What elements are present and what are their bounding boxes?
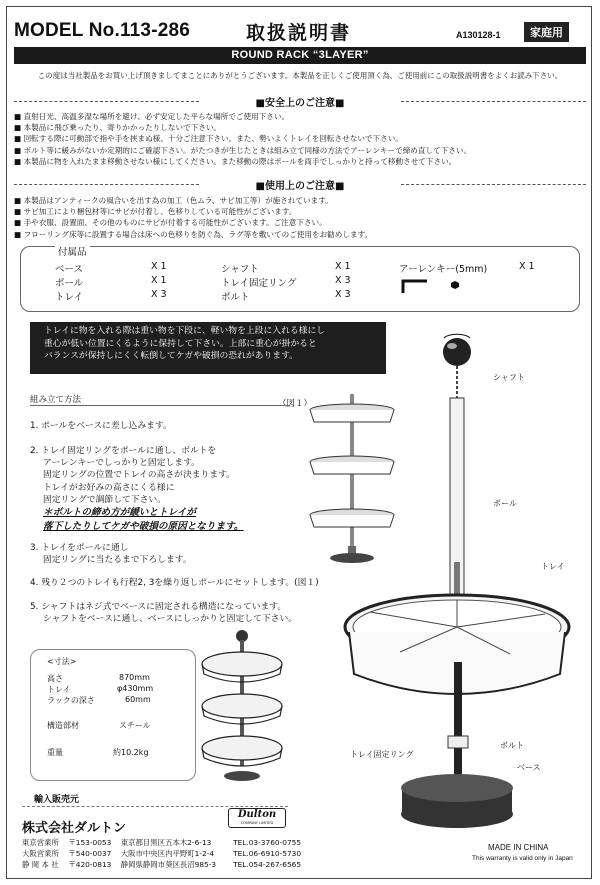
spec-value: 870mm <box>119 673 150 682</box>
dimensions-box <box>30 649 196 781</box>
spec-label: ラックの深さ <box>47 696 95 705</box>
pole-label: ポール <box>493 499 517 508</box>
assembly-underline <box>30 405 290 406</box>
importer-label: 輸入販売元 <box>34 795 80 805</box>
part-qty: X 3 <box>335 275 351 286</box>
company-name: 株式会社ダルトン <box>22 821 127 836</box>
parts-heading: 付属品 <box>55 244 90 258</box>
tray-label: トレイ <box>541 562 565 571</box>
office-row <box>22 837 301 848</box>
figure-1-label: （図１） <box>278 399 313 409</box>
allen-key-and-bolt-icon <box>399 277 469 297</box>
part-qty: X 3 <box>151 289 167 300</box>
intro-text: この度は当社製品をお買い上げ頂きましてまことにありがとうございます。本製品を正しくご使用頂く為、ご使用前にこの取扱説明書をよくお読み下さい。 <box>37 71 563 80</box>
safety-item: ■ 本製品に物を入れたまま移動させない様にしてください。また移動の際はポールを両手でしっかりと持って移動させて下さい。 <box>14 156 457 166</box>
dulton-logo <box>228 808 286 828</box>
warranty-note: This warranty is valid only in Japan <box>472 855 573 862</box>
step-line: 固定リングで調節して下さい。 <box>43 494 166 505</box>
office-address: 大阪市中央区内平野町1-2-4 <box>120 849 215 858</box>
spec-label: 重量 <box>47 748 63 757</box>
office-tel: TEL.06-6910-5730 <box>233 849 302 858</box>
bolt-label: ボルト <box>500 741 524 750</box>
household-badge: 家庭用 <box>524 22 569 42</box>
office-name: 大阪営業所 <box>22 849 59 858</box>
assembly-step-5 <box>30 601 297 625</box>
office-address: 静岡県静岡市葵区長沼985-3 <box>120 860 217 869</box>
office-name: 静 岡 本 社 <box>22 860 59 869</box>
safety-item: ■ 直射日光、高温多湿な場所を避け、必ず安定した平らな場所でご使用下さい。 <box>14 112 290 121</box>
office-tel: TEL.03-3760-0755 <box>233 838 302 847</box>
footer-divider <box>22 806 288 807</box>
usage-item: ■ 手や衣服、設置面、その他のものにサビが付着する可能性がございます。ご注意下さい。 <box>14 218 327 228</box>
step-line: シャフトをベースに通し、ベースにしっかりと固定して下さい。 <box>43 614 298 625</box>
assembly-step-3 <box>30 542 192 566</box>
step-line: トレイがお好みの高さにくる様に <box>43 482 175 493</box>
page-title: 取扱説明書 <box>246 22 352 44</box>
part-name: シャフト <box>221 264 259 275</box>
spec-label: トレイ <box>47 685 71 694</box>
safety-item: ■ ボルト等に緩みがないか定期的にご確認下さい。がたつきが生じたときは組み立て同様の方法でアーレンキーで締め直して下さい。 <box>14 145 472 155</box>
part-name: アーレンキー(5mm) <box>399 264 488 275</box>
spec-value: スチール <box>119 721 151 730</box>
parts-box <box>20 246 580 312</box>
safety-item: ■ 回転する際に可動部で指や手を挟まぬ様、十分ご注意下さい。また、勢いよくトレイを回転させないで下さい。 <box>14 134 403 144</box>
assembly-step-1: 1. ポールをベースに差し込みます。 <box>30 421 172 431</box>
assembly-step-4: 4. 残り２つのトレイも行程2, 3を繰り返しポールにセットします。(図１) <box>30 578 319 588</box>
model-number: MODEL No.113-286 <box>14 20 191 41</box>
part-name: ボルト <box>221 292 250 303</box>
step-line: 固定リングに当たるまで下ろします。 <box>43 555 192 566</box>
ring-label: トレイ固定リング <box>350 750 414 759</box>
usage-heading: ■使用上のご注意■ <box>14 177 586 191</box>
office-row <box>22 848 301 859</box>
exploded-assembly-diagram <box>340 322 586 842</box>
step-line: 2. トレイ固定リングをポールに通し、ボルトを <box>30 446 217 456</box>
product-name-banner: ROUND RACK “3LAYER” <box>14 47 586 64</box>
part-name: ポール <box>55 278 84 289</box>
safety-list <box>14 111 586 167</box>
part-qty: X 1 <box>335 261 351 272</box>
step-line: 固定リングの位置でトレイの高さが決まります。 <box>43 470 236 481</box>
spec-value: 約10.2kg <box>113 748 149 757</box>
part-qty: X 3 <box>335 289 351 300</box>
part-qty: X 1 <box>151 261 167 272</box>
part-name: ベース <box>55 264 84 275</box>
office-name: 東京営業所 <box>22 838 59 847</box>
part-name: トレイ固定リング <box>221 278 297 289</box>
part-name: トレイ <box>55 292 84 303</box>
bolt-warning <box>43 506 244 534</box>
assembly-heading: 組み立て方法 <box>30 395 82 405</box>
made-in-label: MADE IN CHINA <box>488 843 549 852</box>
warning-line: ＊ボルトの締め方が緩いとトレイが <box>43 507 197 518</box>
logo-subtext: COMPANY LIMITED <box>240 821 274 825</box>
office-address: 東京都目黒区五本木2-6-13 <box>120 838 212 847</box>
logo-text: Dulton <box>237 809 277 820</box>
safety-heading: ■安全上のご注意■ <box>14 94 586 108</box>
specs-heading: <寸法> <box>47 657 77 666</box>
caution-box <box>30 322 386 374</box>
usage-item: ■ フローリング床等に設置する場合は床への色移りを防ぐ為、ラグ等を敷いてのご使用をお勧めします。 <box>14 229 373 239</box>
office-zip: 〒420-0813 <box>68 860 112 869</box>
base-label: ベース <box>517 763 541 772</box>
office-zip: 〒540-0037 <box>68 849 112 858</box>
step-line: 3. トレイをポールに通し <box>30 543 129 553</box>
warning-line: 落下したりしてケガや破損の原因となります。 <box>43 521 244 532</box>
step-line: アーレンキーでしっかりと固定します。 <box>43 458 200 469</box>
spec-label: 構造部材 <box>47 721 79 730</box>
spec-value: φ430mm <box>117 684 154 693</box>
caution-line: トレイに物を入れる際は重い物を下段に、軽い物を上段に入れる様にし <box>44 326 326 336</box>
usage-item: ■ サビ加工により梱包材等にサビが付着し、色移りしている可能性がございます。 <box>14 207 297 217</box>
shaft-label: シャフト <box>493 373 525 382</box>
safety-item: ■ 本製品に飛び乗ったり、寄りかかったりしないで下さい。 <box>14 123 222 133</box>
caution-line: バランスが保持しにくく転倒してケガや破損の恐れがあります。 <box>44 351 298 361</box>
usage-item: ■ 本製品はアンティークの風合いを出す為の加工（色ムラ、サビ加工等）が施されています。 <box>14 196 333 205</box>
office-tel: TEL.054-267-6565 <box>233 860 302 869</box>
spec-value: 60mm <box>125 695 151 704</box>
office-zip: 〒153-0053 <box>68 838 112 847</box>
part-qty: X 1 <box>519 261 535 272</box>
document-code: A130128-1 <box>456 30 501 40</box>
office-row <box>22 859 301 870</box>
part-qty: X 1 <box>151 275 167 286</box>
usage-list <box>14 195 586 240</box>
assembly-step-2 <box>30 445 235 506</box>
three-tier-perspective-figure <box>196 628 288 784</box>
caution-line: 重心が低い位置にくるように保持して下さい。上部に重心が掛かると <box>44 338 317 349</box>
step-line: 5. シャフトはネジ式でベースに固定される構造になっています。 <box>30 602 287 612</box>
spec-label: 高さ <box>47 674 63 683</box>
